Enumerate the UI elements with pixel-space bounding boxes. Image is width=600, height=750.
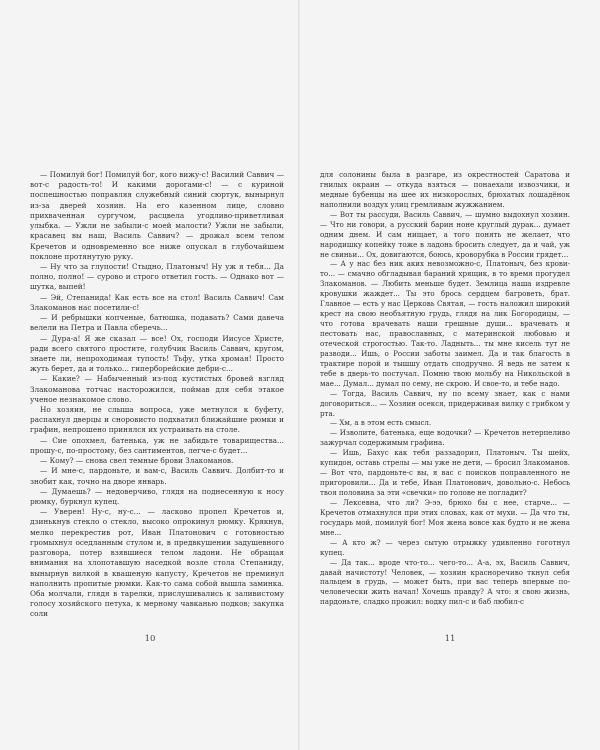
paragraph: — Думаешь? — недоверчиво, глядя на поднесенную к носу рюмку, буркнул купец.: [30, 486, 284, 506]
paragraph: — Кому? — снова свел темные брови Злакоманов.: [40, 456, 234, 466]
right-page-text: [320, 170, 570, 607]
right-page: [300, 0, 600, 750]
paragraph: — Эй, Степанида! Как есть все на стол! Василь Саввич! Сам Злакоманов нас посетили-с!: [30, 292, 284, 312]
paragraph: — А кто ж? — через сытую отрыжку удивленно гоготнул купец.: [320, 537, 570, 557]
paragraph: — Вот ты рассуди, Василь Саввич, — шумно выдохнул хозяин. — Что ни говори, а русский барин ноне круглый дурак... думает одним днем. И сам нищает, а того понять не желает, что народишку копейку тоже в ладонь бросить следует, да и чай, уж не свиньи... Ох, довигаются, боюсь, кроворубка в России грядет...: [320, 209, 570, 259]
paragraph: — А у нас без ник аких невозможно-с, Платоныч, без крови-то... — смачно обгладывая бараний хрящик, в то время прогудел Злакоманов. — Любить меньше будет. Землица наша издревле кровушки жаждет... Ты это брось сердцем багроветь, брат. Главное — есть у нас Церковь Святая, — гость наложил широкий крест на свою необъятную грудь, глядя на лик Богородицы, — что готова врачевать наши грешные души... врачевать и пестовать нас, православных, с материнской любовью и отеческой строгостью. Так-то. Ладныть... ты мне кисель тут не разводи... Ишь, о России заботы заимел. Да и так благость в трактире порой и тышшу отдать сподручно. Я ведь не затем к тебе в дверь-то постучал. Помню твою мольбу на Никольской в мае... Думал... думал по сему, не скрою. И свое-то, и тебе надо.: [320, 259, 570, 388]
page-number-right: 11: [444, 634, 456, 644]
paragraph: — Ну что за глупости! Стыдно, Платоныч! Ну уж я тебя... Да полно, полно! — сурово и строго ответил гость. — Однако вот — шутка, выпей!: [30, 261, 284, 292]
paragraph: — Да так... вроде что-то... чего-то... А-а, эх, Василь Саввич, давай начистоту! Человек, — хозяин красноречиво ткнул себя пальцем в грудь, — может быть, при вас теперь впервые по-человечески жить начал! Хочешь правду? А что: я свою жизнь, пардоньте, сладко прожил: водку пил-с и баб любил-с: [320, 557, 570, 607]
paragraph: — Ишь, Бахус как тебя раззадорил, Платоныч. Ты шейх, купидон, оставь стрелы — мы уже не дети, — бросил Злакоманов. — Вот что, пардоньте-с вы, я вас с поисков поправленного не пригоровили... Да и тебе, Иван Платонович, довольно-с. Небось твоя половина за эти «свечки» по голове не погладит?: [320, 448, 570, 497]
paragraph: — И мне-с, пардоньте, и вам-с, Василь Саввич. Долбит-то и знобит как, точно на дворе январь.: [30, 466, 284, 486]
paragraph: — Лексевна, что ли? Э-ээ, брюхо бы с нее, старче... — Кречетов отмахнулся при этих словах, как от мухи. — Да что ты, государь мой, помилуй бог! Моя жена вовсе как будто и не жена мне...: [320, 497, 570, 537]
paragraph: — Сие опохмел, батенька, уж не забидьте товарищества... прошу-с, по-простому, без сантиментов, легче-с будет...: [30, 435, 284, 455]
paragraph: для солонины была в разгаре, из окрестностей Саратова и гнилых окраин — откуда взяться — понаехали извозчики, и медные бубенцы на шее их низкорослых, брюхатых лошадёнок наполнили воздух улиц гремливым жужжанием.: [320, 170, 570, 209]
paragraph: — Изволите, батенька, еще водочки? — Кречетов нетерпеливо зажурчал содержимым графина.: [320, 428, 570, 448]
paragraph: — Дура-а! Я же сказал — все! Ох, господи Иисусе Христе, ради всего святого простите, голубчик Василь Саввич, кругом, знаете ли, непроходимая тупость! Тьфу, утка хромая! Просто жуть берет, да и только... гиперборейские дебри-с...: [30, 333, 284, 374]
paragraph: — Тогда, Василь Саввич, ну по всему знает, как с нами договориться... — Хозяин осекся, придерживая вилку с грибком у рта.: [320, 388, 570, 418]
left-page-text: [30, 170, 284, 620]
paragraph: — Уверен! Ну-с, ну-с... — ласково пропел Кречетов и, дзинькнув стекло о стекло, высоко опрокинул рюмку. Крякнув, мелко перекрестив рот, Иван Платонович с готовностью громыхнул оседланным стулом и, в предвкушении задушевного разговора, потер взявшиеся телом ладони. Не обращая внимания на хлопотавшую наседкой возле стола Степаниду, вынырнув вилкой в квашеную капусту, Кречетов не преминул наполнить пропитые рюмки. Как-то сама собой вышла заминка. Оба молчали, глядя в тарелки, прислушивались к заливистому голосу хозяйского петуха, к мерному чавканью подков; закупка соли: [30, 507, 284, 619]
page-number-left: 10: [144, 634, 156, 644]
paragraph: — И ребрышки копченые, батюшка, подавать? Сами давеча велели на Петра и Павла сберечь...: [30, 313, 284, 333]
paragraph: — Какие? — Набыченный из-под кустистых бровей взгляд Злакоманова тотчас насторожился, поймав для себя этакое ученое незнакомое слово.: [30, 374, 284, 404]
paragraph: Но хозяин, не слыша вопроса, уже метнулся к буфету, распахнул дверцы и сноровисто подхватил ближайшие рюмки и графин, непрошено принялся их устраивать на столе.: [30, 405, 284, 435]
paragraph: — Хм, а в этом есть смысл.: [330, 418, 432, 428]
paragraph: — Помилуй бог! Помилуй бог, кого вижу-с! Василий Саввич — вот-с радость-то! И какими дорогами-с! — с куриной поспешностью поправляя служебный синий сюртук, вынырнул из-за дверей хозяин. На его казенном лице, словно прихваченная сургучом, расцвела угодливо-приветливая улыбка. — Ужли не забыли-с моей малости? Ужли не забыли, красавец вы наш, Василь Саввич? — дрожал всем телом Кречетов и одновременно все ниже опускал в глубочайшем поклоне протянутую руку.: [30, 170, 284, 261]
